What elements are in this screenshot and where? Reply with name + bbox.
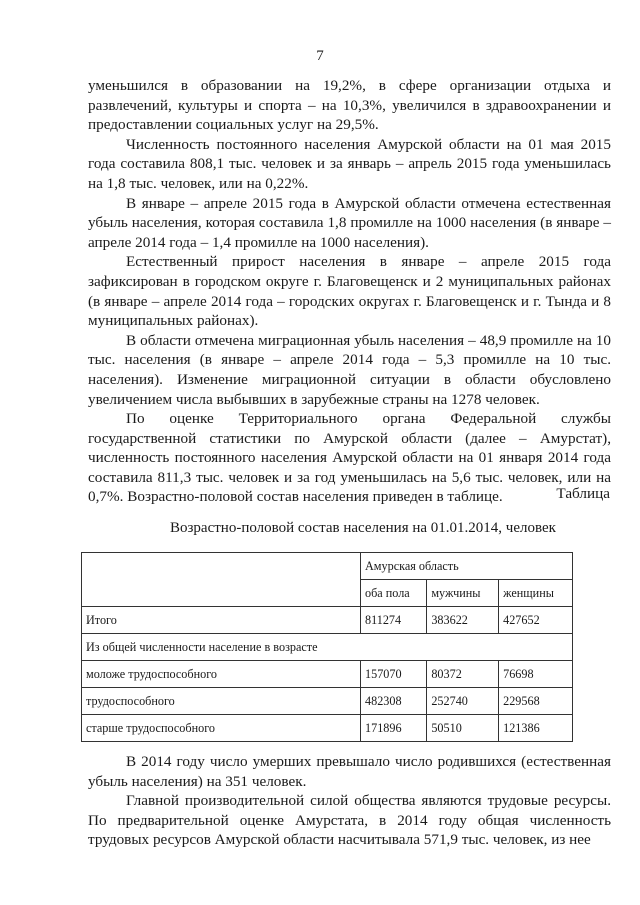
population-table [81, 552, 573, 742]
row-label: Итого [82, 607, 361, 634]
region-header: Амурская область [361, 553, 573, 580]
paragraph: Естественный прирост населения в январе – апреле 2015 года зафиксирован в городском округе г. Благовещенск и 2 муниципальных районах (в январе – апреле 2014 года – городских округах г. Благовещенск и г. Тында и 8 муниципальных районах). [88, 253, 611, 330]
cell: 252740 [427, 688, 499, 715]
cell: 427652 [499, 607, 573, 634]
table-subheader: Из общей численности население в возрасте [82, 634, 573, 661]
table-row [82, 553, 573, 580]
paragraph: уменьшился в образовании на 19,2%, в сфере организации отдыха и развлечений, культуры и спорта – на 10,3%, увеличился в здравоохранении и предоставлении социальных услуг на 29,5%. [88, 77, 611, 134]
col-header: мужчины [427, 580, 499, 607]
cell: 76698 [499, 661, 573, 688]
cell: 383622 [427, 607, 499, 634]
row-label: старше трудоспособного [82, 715, 361, 742]
table-corner-cell [82, 553, 361, 607]
paragraph: Главной производительной силой общества являются трудовые ресурсы. По предварительной оценке Амурстата, в 2014 году общая численность трудовых ресурсов Амурской области насчитывала 571,9 тыс. человек, из нее [88, 792, 611, 849]
page-number: 7 [316, 48, 324, 64]
paragraph: В 2014 году число умерших превышало число родившихся (естественная убыль населения) на 351 человек. [88, 753, 611, 790]
cell: 482308 [361, 688, 427, 715]
row-label: моложе трудоспособного [82, 661, 361, 688]
cell: 157070 [361, 661, 427, 688]
cell: 811274 [361, 607, 427, 634]
cell: 80372 [427, 661, 499, 688]
paragraph: В январе – апреле 2015 года в Амурской области отмечена естественная убыль населения, которая составила 1,8 промилле на 1000 населения (в январе – апреле 2014 года – 1,4 промилле на 1000 населения). [88, 194, 611, 251]
cell: 229568 [499, 688, 573, 715]
body-text [88, 76, 611, 507]
paragraph: По оценке Территориального органа Федеральной службы государственной статистики по Амурской области (далее – Амурстат), численность постоянного населения Амурской области на 01 января 2014 года составила 811,3 тыс. человек и за год уменьшилась на 5,6 тыс. человек, или на 0,7%. Возрастно-половой состав населения приведен в таблице. [88, 410, 611, 506]
table-row [82, 634, 573, 661]
col-header: оба пола [361, 580, 427, 607]
col-header: женщины [499, 580, 573, 607]
table-row [82, 688, 573, 715]
cell: 50510 [427, 715, 499, 742]
table-row [82, 715, 573, 742]
row-label: трудоспособного [82, 688, 361, 715]
cell: 171896 [361, 715, 427, 742]
cell: 121386 [499, 715, 573, 742]
table-caption: Возрастно-половой состав населения на 01.01.2014, человек [170, 520, 556, 536]
body-text-continued [88, 752, 611, 850]
paragraph: Численность постоянного населения Амурской области на 01 мая 2015 года составила 808,1 тыс. человек и за январь – апрель 2015 года уменьшилась на 1,8 тыс. человек, или на 0,22%. [88, 135, 611, 192]
table-label: Таблица [556, 485, 610, 502]
table-row [82, 661, 573, 688]
table-row [82, 607, 573, 634]
paragraph: В области отмечена миграционная убыль населения – 48,9 промилле на 10 тыс. населения (в январе – апреле 2014 года – 5,3 промилле на 10 тыс. населения). Изменение миграционной ситуации в области обусловлено увеличением числа выбывших в зарубежные страны на 1278 человек. [88, 331, 611, 408]
